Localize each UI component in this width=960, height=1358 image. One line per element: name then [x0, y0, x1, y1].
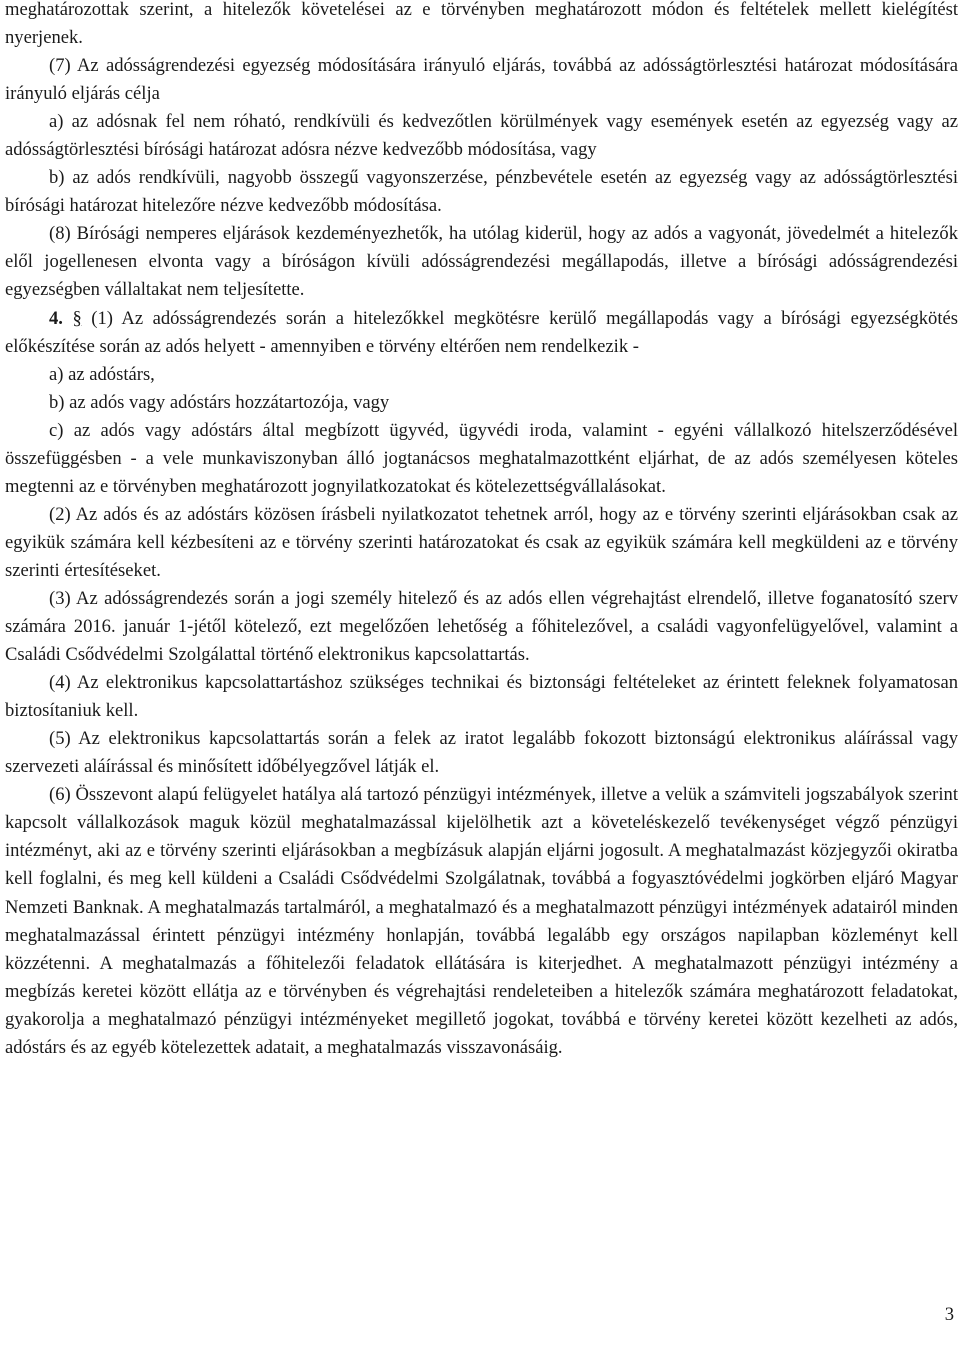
document-page: [5, 0, 958, 1062]
section-4-point-a: a) az adóstárs,: [49, 363, 155, 385]
section-4-paragraph-1: [5, 305, 958, 361]
paragraph-7-b: b) az adós rendkívüli, nagyobb összegű vagyonszerzése, pénzbevétele esetén az egyezség vagy az adósságtörlesztési bírósági határozat hitelezőre nézve kedvezőbb módosítása.: [5, 167, 958, 217]
section-number: 4.: [49, 307, 63, 329]
section-4-point-c: c) az adós vagy adóstárs által megbízott ügyvéd, ügyvédi iroda, valamint - egyéni vállalkozó hitelszerződésével összefüggésben - a vele munkaviszonyban álló jogtanácsos meghatalmazottként eljárhat, de az adós személyesen köteles megtenni az e törvényben meghatározott jognyilatkozatokat és kötelezettségvállalásokat.: [5, 419, 958, 497]
paragraph-7-a: a) az adósnak fel nem róható, rendkívüli és kedvezőtlen körülmények vagy események esetén az egyezség vagy az adósságtörlesztési bírósági határozat adósra nézve kedvezőbb módosítása, vagy: [5, 111, 958, 161]
page-number: 3: [944, 1304, 954, 1325]
section-4-paragraph-6: (6) Összevont alapú felügyelet hatálya alá tartozó pénzügyi intézmények, illetve a velük a számviteli jogszabályok szerint kapcsolt vállalkozások maguk közül meghatalmazással kijelölhetik azt a követeléskezelő tevékenységet végző pénzügyi intézményt, aki az e törvény szerinti eljárásokban a megbízásuk alapján eljárni jogosult. A meghatalmazást közjegyzői okiratba kell foglalni, és meg kell küldeni a Családi Csődvédelmi Szolgálatnak, továbbá a fogyasztóvédelmi jogkörben eljáró Magyar Nemzeti Banknak. A meghatalmazás tartalmáról, a meghatalmazó és a meghatalmazott pénzügyi intézmények adatairól minden meghatalmazással érintett pénzügyi intézmény honlapján, továbbá legalább egy országos napilapban közleményt kell közzétenni. A meghatalmazás a főhitelezői feladatok ellátására is kiterjedhet. A meghatalmazott pénzügyi intézmény a megbízás keretei között ellátja az e törvényben és végrehajtási rendeleteiben a hitelezők számára meghatározott feladatokat, gyakorolja a meghatalmazó pénzügyi intézményeket megillető jogokat, továbbá e törvény keretei között kezelheti az adós, adóstárs és az egyéb kötelezettek adatait, a meghatalmazás visszavonásáig.: [5, 784, 958, 1058]
section-sign: §: [72, 307, 82, 329]
section-4-paragraph-1-text: (1) Az adósságrendezés során a hitelezőkkel megkötésre kerülő megállapodás vagy a bírósági egyezségkötés előkészítése során az adós helyett - amennyiben e törvény eltérően nem rendelkezik -: [5, 307, 958, 357]
section-4-point-b: b) az adós vagy adóstárs hozzátartozója, vagy: [49, 391, 390, 413]
paragraph-continuation: meghatározottak szerint, a hitelezők követelései az e törvényben meghatározott módon és feltételek mellett kielégítést nyerjenek.: [5, 0, 958, 49]
paragraph-7: (7) Az adósságrendezési egyezség módosítására irányuló eljárás, továbbá az adósságtörlesztési határozat módosítására irányuló eljárás célja: [5, 55, 958, 105]
section-4-paragraph-3: (3) Az adósságrendezés során a jogi személy hitelező és az adós ellen végrehajtást elrendelő, illetve foganatosító szerv számára 2016. január 1-jétől kötelező, ezt megelőzően lehetőség a főhitelezővel, a családi vagyonfelügyelővel, valamint a Családi Csődvédelmi Szolgálattal történő elektronikus kapcsolattartás.: [5, 587, 958, 666]
section-4-paragraph-5: (5) Az elektronikus kapcsolattartás során a felek az iratot legalább fokozott biztonságú elektronikus aláírással vagy szervezeti aláírással és minősített időbélyegzővel látják el.: [5, 728, 958, 778]
paragraph-8: (8) Bírósági nemperes eljárások kezdeményezhetők, ha utólag kiderül, hogy az adós a vagyonát, jövedelmét a hitelezők elől jogellenesen elvonta vagy a bíróságon kívüli adósságrendezési megállapodás, illetve a bírósági adósságrendezési egyezségben vállaltakat nem teljesítette.: [5, 223, 958, 301]
section-4-paragraph-4: (4) Az elektronikus kapcsolattartáshoz szükséges technikai és biztonsági feltételeket az érintett feleknek folyamatosan biztosítaniuk kell.: [5, 672, 958, 722]
section-4-paragraph-2: (2) Az adós és az adóstárs közösen írásbeli nyilatkozatot tehetnek arról, hogy az e törvény szerinti eljárásokban csak az egyikük számára kell kézbesíteni az e törvény szerinti határozatokat és csak az egyikük számára kell megküldeni az e törvény szerinti értesítéseket.: [5, 503, 958, 581]
